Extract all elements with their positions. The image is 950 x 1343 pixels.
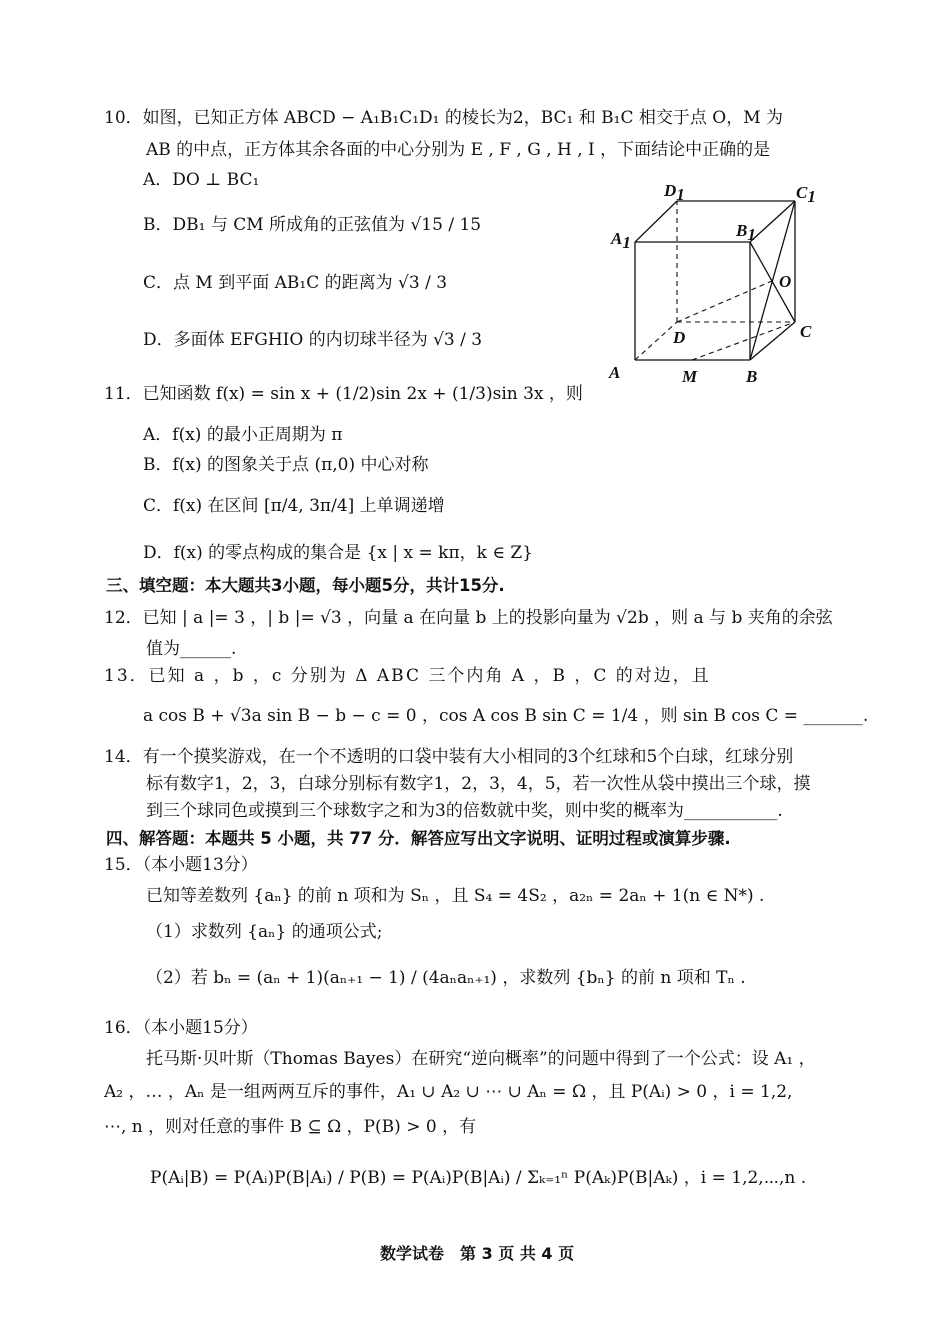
label-d1: D1 (664, 181, 685, 204)
label-m: M (682, 367, 698, 386)
q10-line2: AB 的中点，正方体其余各面的中心分别为 E , F , G , H , I ，下面结论中正确的是 (146, 140, 771, 160)
label-a1: A1 (611, 229, 631, 252)
q14-line1: 14．有一个摸奖游戏，在一个不透明的口袋中装有大小相同的3个红球和5个白球，红球分别 (104, 747, 794, 767)
hidden-edge-a-d (635, 322, 677, 360)
label-o: O (779, 272, 792, 291)
q10-line1: 10．如图，已知正方体 ABCD − A₁B₁C₁D₁ 的棱长为2，BC₁ 和 B₁C 相交于点 O，M 为 (104, 108, 784, 128)
q15-stem: 已知等差数列 {aₙ} 的前 n 项和为 Sₙ ，且 S₄ = 4S₂ ，a₂ₙ = 2aₙ + 1(n ∈ N*) . (146, 886, 765, 906)
q11-stem: 11．已知函数 f(x) = sin x + (1/2)sin 2x + (1/3)sin 3x ，则 (104, 384, 583, 404)
label-c: C (800, 322, 812, 341)
label-d: D (673, 328, 686, 347)
section-3-heading: 三、填空题：本大题共3小题，每小题5分，共计15分. (106, 576, 505, 595)
q16-line3: ⋯, n ，则对任意的事件 B ⊆ Ω ，P(B) > 0 ，有 (104, 1117, 477, 1137)
page-footer: 数学试卷 第 3 页 共 4 页 (380, 1244, 575, 1263)
q11-option-c: C．f(x) 在区间 [π/4, 3π/4] 上单调递增 (143, 496, 445, 516)
q11-option-b: B．f(x) 的图象关于点 (π,0) 中心对称 (143, 455, 429, 475)
q15-part1: （1）求数列 {aₙ} 的通项公式; (146, 922, 383, 942)
q10-option-a: A．DO ⊥ BC₁ (143, 170, 260, 190)
section-4-heading: 四、解答题：本题共 5 小题，共 77 分．解答应写出文字说明、证明过程或演算步骤. (106, 829, 731, 848)
hidden-line-d-o (677, 281, 772, 322)
q16-line1: 托马斯·贝叶斯（Thomas Bayes）在研究“逆向概率”的问题中得到了一个公式：设 A₁ ， (146, 1049, 816, 1069)
q12-line1: 12．已知 | a |= 3 ，| b |= √3 ，向量 a 在向量 b 上的投影向量为 √2b ，则 a 与 b 夹角的余弦 (104, 608, 833, 628)
label-a: A (609, 363, 621, 382)
q14-line3: 到三个球同色或摸到三个球数字之和为3的倍数就中奖，则中奖的概率为___________. (146, 801, 783, 821)
label-b1: B1 (736, 221, 756, 244)
bayes-formula: P(Aᵢ|B) = P(Aᵢ)P(B|Aᵢ) / P(B) = P(Aᵢ)P(B|Aᵢ) / Σₖ₌₁ⁿ P(Aₖ)P(B|Aₖ) ，i = 1,2,⋯,n . (150, 1168, 807, 1188)
q16-line2: A₂ ，… ，Aₙ 是一组两两互斥的事件，A₁ ∪ A₂ ∪ ⋯ ∪ Aₙ = Ω ，且 P(Aᵢ) > 0 ，i = 1,2, (104, 1082, 793, 1102)
q16-heading: 16．（本小题15分） (104, 1018, 258, 1038)
label-b: B (746, 367, 758, 386)
label-c1: C1 (796, 183, 816, 206)
cube-figure (600, 180, 830, 390)
q13-line2: a cos B + √3a sin B − b − c = 0 ，cos A cos B sin C = 1/4 ，则 sin B cos C = _______. (143, 706, 869, 726)
q10-option-d: D．多面体 EFGHIO 的内切球半径为 √3 / 3 (143, 330, 483, 350)
q10-option-c: C．点 M 到平面 AB₁C 的距离为 √3 / 3 (143, 273, 448, 293)
q15-heading: 15．（本小题13分） (104, 855, 258, 875)
edge-a1-d1 (635, 201, 677, 242)
q12-line2: 值为______. (146, 639, 237, 659)
q13-line1: 13．已知 a ，b ，c 分别为 Δ ABC 三个内角 A ，B ，C 的对边，且 (104, 666, 711, 686)
q14-line2: 标有数字1，2，3，白球分别标有数字1，2，3，4，5，若一次性从袋中摸出三个球，摸 (146, 774, 811, 794)
edge-b1-c1 (750, 201, 795, 242)
edge-b-c (750, 322, 795, 360)
q11-option-a: A．f(x) 的最小正周期为 π (143, 425, 343, 445)
q15-part2: （2）若 bₙ = (aₙ + 1)(aₙ₊₁ − 1) / (4aₙaₙ₊₁) ，求数列 {bₙ} 的前 n 项和 Tₙ . (146, 968, 746, 988)
q10-option-b: B．DB₁ 与 CM 所成角的正弦值为 √15 / 15 (143, 215, 482, 235)
q11-option-d: D．f(x) 的零点构成的集合是 {x | x = kπ，k ∈ Z} (143, 543, 533, 563)
hidden-line-m-c (692, 322, 795, 360)
